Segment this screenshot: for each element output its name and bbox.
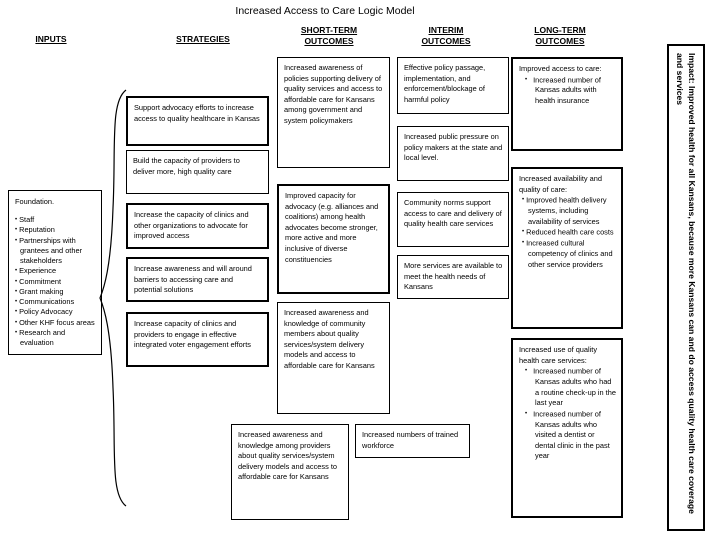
inputs-spacer: [15, 207, 97, 215]
list-item: • Increased number of Kansas adults who had a routine check-up in the last year: [525, 366, 616, 409]
outcome-text: Increased awareness and knowledge among providers about quality services/system delivery models and access to affordable care for Kansans: [238, 430, 338, 482]
list-item: • Other KHF focus areas: [15, 318, 97, 328]
list-item: • Commitment: [15, 277, 97, 287]
list-item: • Grant making: [15, 287, 97, 297]
outcome-text: Community norms support access to care and delivery of quality health care services: [404, 198, 502, 229]
outcome-lead: Improved access to care:: [519, 64, 602, 73]
list-item: • Increased number of Kansas adults who visited a dentist or dental clinic in the past year: [525, 409, 616, 462]
list-item: • Increased number of Kansas adults with health insurance: [525, 75, 616, 107]
short-term-outcome-box-2: [277, 184, 390, 294]
outcome-bullets: [525, 366, 616, 462]
list-item: • Staff: [15, 215, 97, 225]
list-item: • Research and evaluation: [15, 328, 97, 348]
strategy-text: Support advocacy efforts to increase access to quality healthcare in Kansas: [134, 103, 260, 123]
strategy-text: Increase awareness and will around barriers to accessing care and potential solutions: [134, 264, 252, 295]
short-term-outcome-box-4: [231, 424, 349, 520]
list-item: • Reputation: [15, 225, 97, 235]
column-header-interim-line2: OUTCOMES: [421, 36, 471, 46]
strategy-box-3: [126, 203, 269, 249]
inputs-list: [15, 215, 97, 348]
outcome-lead: Increased use of quality health care services:: [519, 345, 598, 365]
outcome-text: Increased awareness of policies supporting delivery of quality services and access to affordable care for Kansans among government and system policymakers: [284, 63, 383, 125]
column-header-interim-line1: INTERIM: [428, 25, 464, 35]
list-item: • Partnerships with grantees and other stakeholders: [15, 236, 97, 267]
brace-connector: [96, 88, 130, 508]
interim-outcome-box-4: [397, 255, 509, 299]
strategy-text: Increase the capacity of clinics and other organizations to advocate for improved access: [134, 210, 249, 241]
trained-workforce-box: [355, 424, 470, 458]
long-term-outcome-box-3: [511, 338, 623, 518]
list-item: • Policy Advocacy: [15, 307, 97, 317]
long-term-outcome-box-2: [511, 167, 623, 329]
column-header-interim: [392, 25, 500, 47]
interim-outcome-box-3: [397, 192, 509, 247]
impact-text: Impact: Improved health for all Kansans, because more Kansans can and do access quality health care coverage and services: [675, 52, 697, 514]
strategy-box-1: [126, 96, 269, 146]
strategy-box-4: [126, 257, 269, 302]
column-header-inputs-label: INPUTS: [35, 34, 67, 44]
outcome-bullets: [525, 75, 616, 107]
inputs-box: [8, 190, 102, 355]
strategy-box-5: [126, 312, 269, 367]
strategy-text: Increase capacity of clinics and providers to engage in effective integrated voter engagement efforts: [134, 319, 251, 350]
outcome-text: More services are available to meet the health needs of Kansans: [404, 261, 503, 292]
interim-outcome-box-2: [397, 126, 509, 181]
list-item: • Experience: [15, 266, 97, 276]
column-header-short-term-line1: SHORT-TERM: [300, 25, 358, 35]
column-header-inputs: [6, 34, 96, 45]
list-item: • Increased cultural competency of clinics and other service providers: [522, 238, 616, 270]
inputs-heading: Foundation.: [15, 197, 55, 206]
strategy-text: Build the capacity of providers to deliver more, high quality care: [133, 156, 240, 176]
column-header-strategies: [148, 34, 258, 45]
short-term-outcome-box-1: [277, 57, 390, 168]
page-title: Increased Access to Care Logic Model: [235, 5, 415, 17]
short-term-outcome-box-3: [277, 302, 390, 414]
list-item: • Reduced health care costs: [522, 227, 616, 238]
long-term-outcome-box-1: [511, 57, 623, 151]
outcome-lead: Increased availability and quality of care:: [519, 174, 602, 194]
strategy-box-2: [126, 150, 269, 194]
outcome-text: Effective policy passage, implementation, and enforcement/blockage of harmful policy: [404, 63, 486, 104]
outcome-text: Improved capacity for advocacy (e.g. alliances and coalitions) among health advocates become stronger, more active and more inclusive of diverse constituencies: [285, 191, 379, 264]
column-header-long-term-line1: LONG-TERM: [534, 25, 586, 35]
outcome-bullets: [522, 195, 616, 270]
column-header-long-term-line2: OUTCOMES: [535, 36, 585, 46]
outcome-text: Increased awareness and knowledge of community members about quality services/system delivery models and access to affordable care for Kansans: [284, 308, 375, 370]
list-item: • Improved health delivery systems, including availability of services: [522, 195, 616, 227]
outcome-text: Increased public pressure on policy makers at the state and local level.: [404, 132, 503, 163]
list-item: • Communications: [15, 297, 97, 307]
column-header-long-term: [505, 25, 615, 47]
impact-box: [667, 44, 705, 531]
interim-outcome-box-1: [397, 57, 509, 114]
column-header-short-term: [275, 25, 383, 47]
outcome-text: Increased numbers of trained workforce: [362, 430, 459, 450]
column-header-strategies-label: STRATEGIES: [176, 34, 230, 44]
column-header-short-term-line2: OUTCOMES: [304, 36, 354, 46]
